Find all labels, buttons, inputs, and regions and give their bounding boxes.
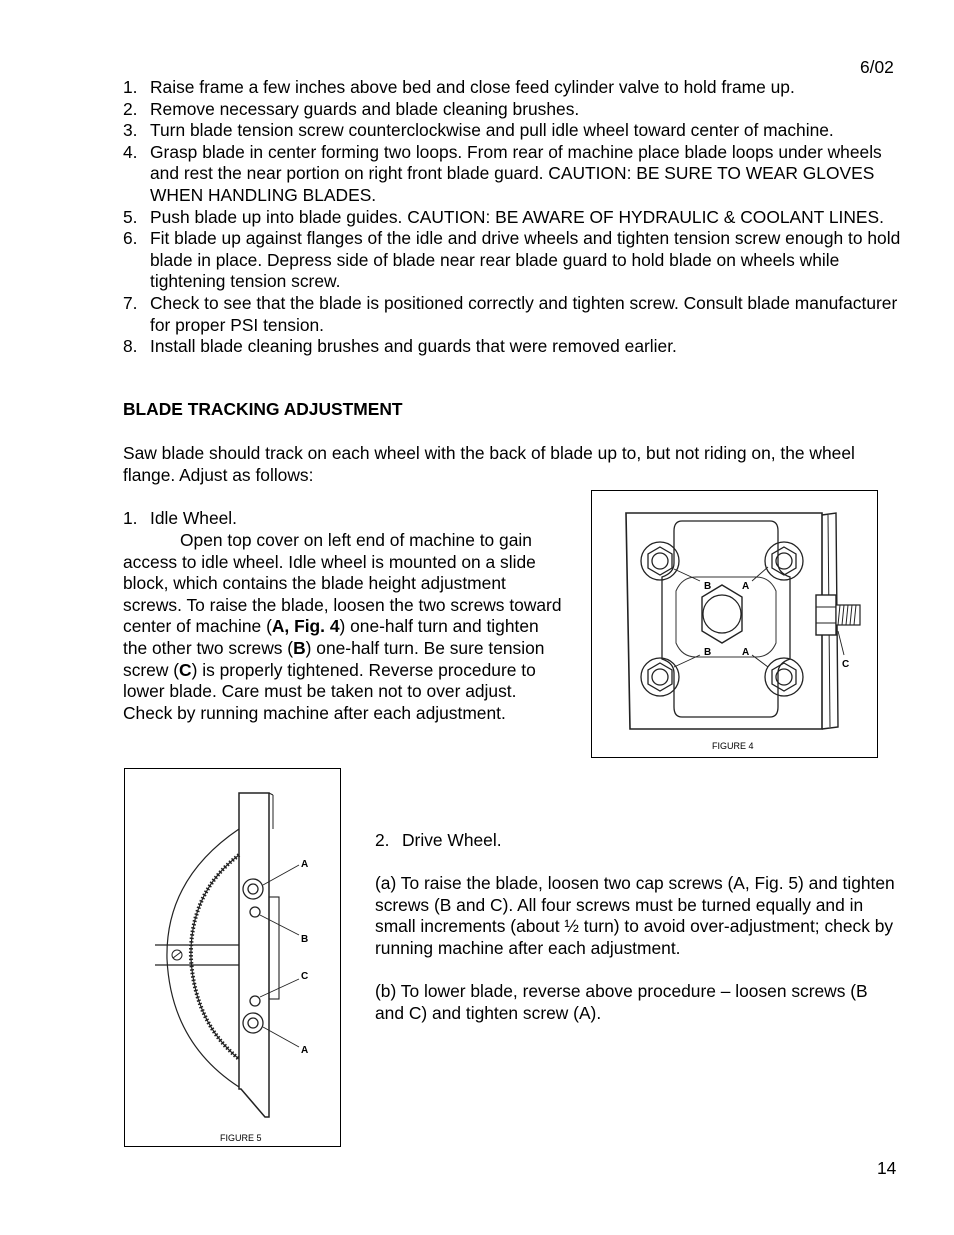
idle-bold-c: C (179, 659, 192, 680)
step-text: Turn blade tension screw counterclockwise and pull idle wheel toward center of machine. (150, 120, 834, 141)
step-number: 7. (123, 292, 138, 313)
step-number: 3. (123, 120, 138, 141)
fig5-label-a-bottom: A (301, 1045, 309, 1056)
idle-wheel-paragraph (123, 530, 563, 724)
idle-text-3: ) one-half turn. Be sure tension screw ( (123, 637, 545, 680)
revision-date: 6/02 (860, 57, 894, 77)
fig4-label-c: C (842, 659, 850, 670)
step-text: Check to see that the blade is positioned correctly and tighten screw. Consult blade manufacturer for proper PSI tension. (150, 292, 898, 335)
fig4-label-b-bottom: B (704, 647, 712, 658)
list-item (123, 293, 903, 336)
fig4-label-a-bottom: A (742, 647, 750, 658)
step-number: 5. (123, 206, 138, 227)
step-number: 1. (123, 77, 138, 97)
section-heading: BLADE TRACKING ADJUSTMENT (123, 399, 403, 419)
list-item (123, 228, 903, 293)
drive-wheel-number: 2. (375, 830, 390, 850)
figure-5-drawing (125, 769, 340, 1146)
figure-4-caption: FIGURE 4 (712, 741, 754, 751)
step-text: Remove necessary guards and blade cleaning brushes. (150, 98, 580, 119)
list-item (123, 120, 903, 142)
fig4-label-b-top: B (704, 581, 712, 592)
list-item (123, 207, 903, 229)
section-intro: Saw blade should track on each wheel with the back of blade up to, but not riding on, the wheel flange. Adjust as follows: (123, 443, 855, 485)
step-text: Fit blade up against flanges of the idle and drive wheels and tighten tension screw enough to hold blade in place. Depress side of blade near rear blade guard to hold blade on wheels while tightening tension screw. (150, 228, 901, 292)
list-item (123, 99, 903, 121)
idle-wheel-number: 1. (123, 508, 138, 528)
step-number: 6. (123, 228, 138, 249)
figure-5-caption: FIGURE 5 (220, 1133, 262, 1143)
list-item (123, 77, 903, 99)
figure-4-drawing (592, 491, 877, 757)
step-text: Install blade cleaning brushes and guards that were removed earlier. (150, 336, 677, 357)
drive-wheel-title-text: Drive Wheel. (402, 830, 502, 850)
idle-text-2: ) one-half turn and tighten the other two screws ( (123, 616, 539, 658)
list-item (123, 142, 903, 207)
fig5-label-b: B (301, 934, 309, 945)
idle-wheel-title (123, 508, 237, 530)
step-number: 4. (123, 141, 138, 162)
step-text: Raise frame a few inches above bed and close feed cylinder valve to hold frame up. (150, 77, 795, 97)
idle-text-1: Open top cover on left end of machine to gain access to idle wheel. Idle wheel is mounted on a slide block, which contains the blade height adjustment screws. To raise the blade, loosen the two screws toward center of machine ( (123, 530, 562, 637)
idle-wheel-title-text: Idle Wheel. (150, 508, 237, 528)
installation-steps (123, 77, 903, 358)
step-text: Grasp blade in center forming two loops. From rear of machine place blade loops under wheels and rest the near portion on right front blade guard. CAUTION: BE SURE TO WEAR GLOVES WHEN HANDLING BLADES. (150, 141, 882, 205)
drive-wheel-paragraph-a: (a) To raise the blade, loosen two cap screws (A, Fig. 5) and tighten screws (B and C). All four screws must be turned equally and in small increments (about ½ turn) to avoid over-adjustment; check by running machine after each adjustment. (375, 873, 895, 958)
idle-bold-b: B (293, 637, 306, 658)
fig5-label-c: C (301, 971, 309, 982)
drive-wheel-paragraph-b: (b) To lower blade, reverse above procedure – loosen screws (B and C) and tighten screw (A). (375, 981, 868, 1023)
idle-text-4: ) is properly tightened. Reverse procedure to lower blade. Care must be taken not to over adjust. Check by running machine after each adjustment. (123, 659, 536, 723)
figure-5 (124, 768, 341, 1147)
fig5-label-a-top: A (301, 859, 309, 870)
idle-bold-fig-ref: A, Fig. 4 (271, 616, 340, 637)
drive-wheel-title (375, 830, 502, 852)
step-number: 2. (123, 98, 138, 119)
step-number: 8. (123, 336, 138, 357)
step-text: Push blade up into blade guides. CAUTION: BE AWARE OF HYDRAULIC & COOLANT LINES. (150, 206, 884, 227)
page-number: 14 (877, 1158, 897, 1178)
fig4-label-a-top: A (742, 581, 750, 592)
list-item (123, 336, 903, 358)
figure-4 (591, 490, 878, 758)
